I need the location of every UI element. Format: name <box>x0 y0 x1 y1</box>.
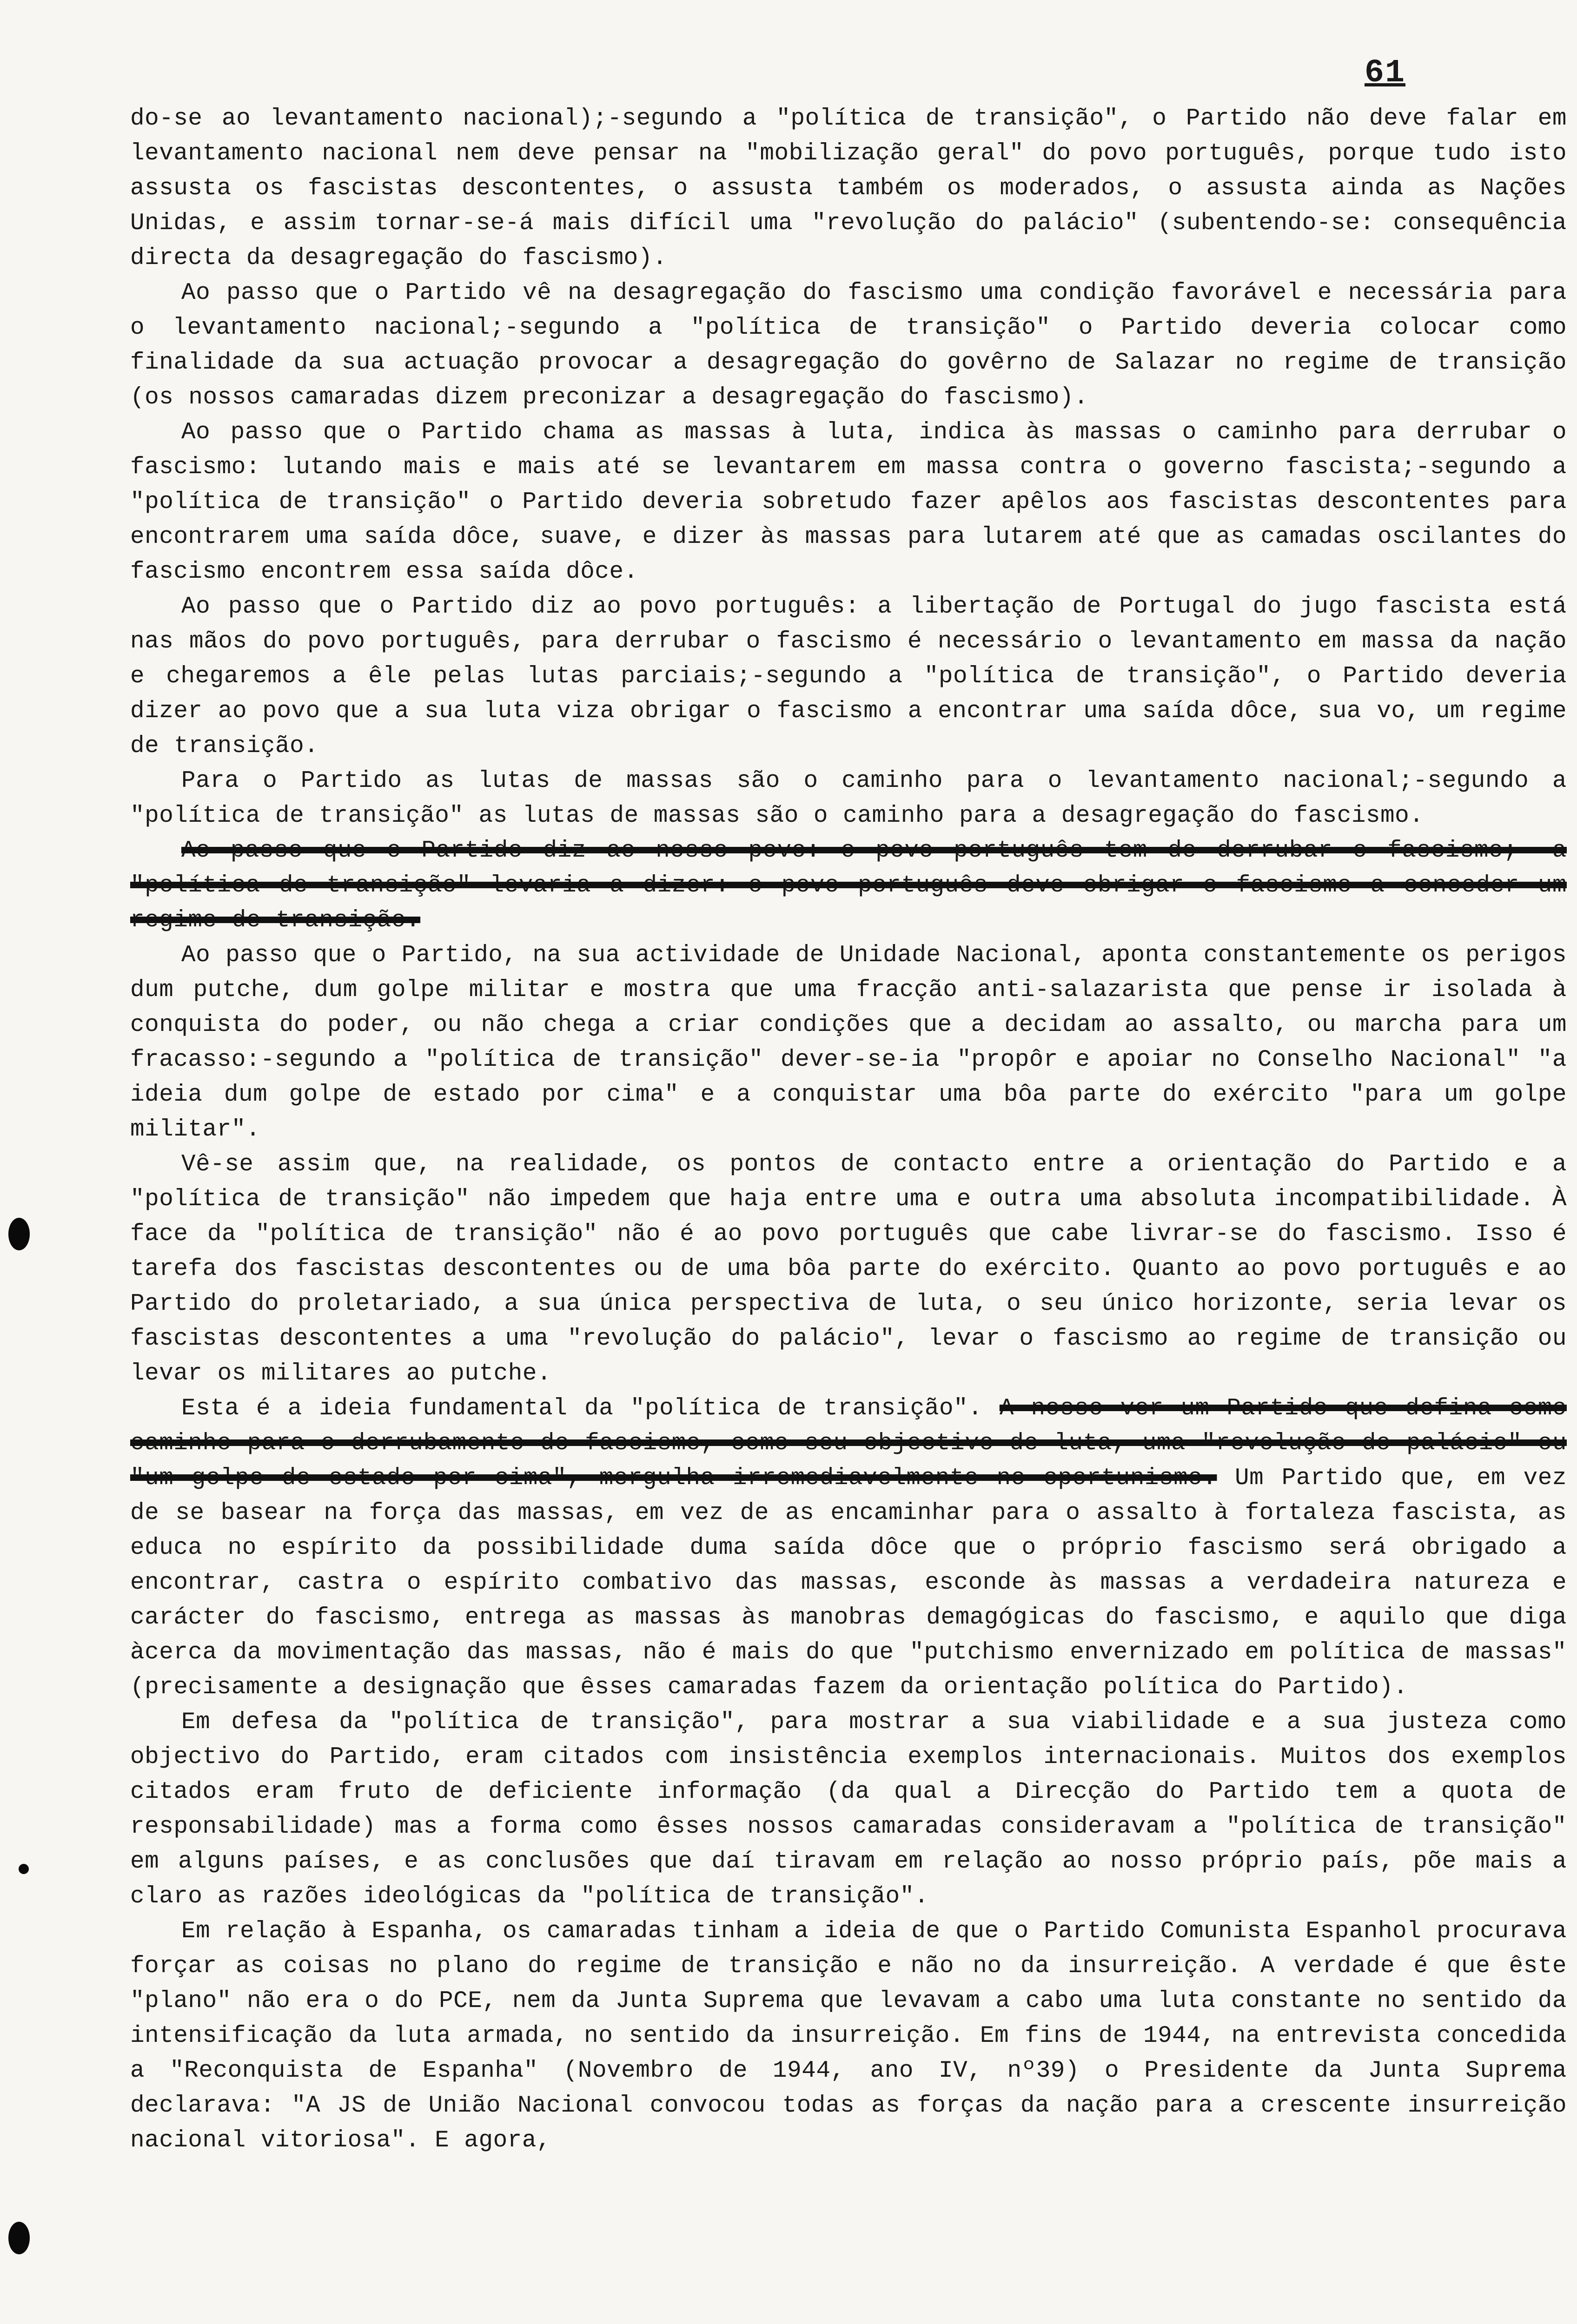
paragraph: Ao passo que o Partido diz ao povo português: a libertação de Portugal do jugo fascista está nas mãos do povo português, para derrubar o fascismo é necessário o levantamento em massa da nação e chegaremos a êle pelas lutas parciais;-segundo a "política de transição", o Partido deveria dizer ao povo que a sua luta viza obrigar o fascismo a encontrar uma saída dôce, sua vo, um regime de transição. <box>130 594 1567 759</box>
paragraph: Ao passo que o Partido chama as massas à luta, indica às massas o caminho para derrubar o fascismo: lutando mais e mais até se levantarem em massa contra o governo fascista;-segundo a "política de transição" o Partido deveria sobretudo fazer apêlos aos fascistas descontentes para encontrarem uma saída dôce, suave, e dizer às massas para lutarem até que as camadas oscilantes do fascismo encontrem essa saída dôce. <box>130 419 1567 585</box>
paragraph: Ao passo que o Partido vê na desagregação do fascismo uma condição favorável e necessária para o levantamento nacional;-segundo a "política de transição" o Partido deveria colocar como finalidade da sua actuação provocar a desagregação do govêrno de Salazar no regime de transição (os nossos camaradas dizem preconizar a desagregação do fascismo). <box>130 280 1567 411</box>
struck-paragraph: Ao passo que o Partido diz ao nosso povo: o povo português tem de derrubar o fascismo;- a "política de transição" levaria a dizer: o povo português deve obrigar o fascismo a conceder um regime de transição. <box>130 838 1567 934</box>
hole-punch-mark <box>19 1864 29 1874</box>
paragraph-text-after: Um Partido que, em vez de se basear na força das massas, em vez de as encaminhar para o assalto à fortaleza fascista, as educa no espírito da possibilidade duma saída dôce que o próprio fascismo será obrigado a encontrar, castra o espírito combativo das massas, esconde às massas a verdadeira natureza e carácter do fascismo, entrega as massas às manobras demagógicas do fascismo, e aquilo que diga àcerca da movimentação das massas, não é mais do que "putchismo envernizado em política de massas" (precisamente a designação que êsses camaradas fazem da orientação política do Partido). <box>130 1465 1567 1701</box>
paragraph: Para o Partido as lutas de massas são o caminho para o levantamento nacional;-segundo a "política de transição" as lutas de massas são o caminho para a desagregação do fascismo. <box>130 768 1567 829</box>
paragraph <box>130 1391 1567 1705</box>
body-text <box>130 101 1567 2158</box>
hole-punch-mark <box>8 1218 30 1250</box>
struck-passage: A nosso ver um Partido que defina como caminho para o derrubamento do fascismo, como seu objectivo de luta, uma "revolução do palácio" ou "um golpe de estado por cima", mergulha irremediavelmente no oportunismo. <box>130 1395 1567 1492</box>
paragraph: Em defesa da "política de transição", para mostrar a sua viabilidade e a sua justeza como objectivo do Partido, eram citados com insistência exemplos internacionais. Muitos dos exemplos citados eram fruto de deficiente informação (da qual a Direcção do Partido tem a quota de responsabilidade) mas a forma como êsses nossos camaradas consideravam a "política de transição" em alguns países, e as conclusões que daí tiravam em relação ao nosso próprio país, põe mais a claro as razões ideológicas da "política de transição". <box>130 1709 1567 1910</box>
paragraph: Ao passo que o Partido, na sua actividade de Unidade Nacional, aponta constantemente os perigos dum putche, dum golpe militar e mostra que uma fracção anti-salazarista que pense ir isolada à conquista do poder, ou não chega a criar condições que a decidam ao assalto, ou marcha para um fracasso:-segundo a "política de transição" dever-se-ia "propôr e apoiar no Conselho Nacional" "a ideia dum golpe de estado por cima" e a conquistar uma bôa parte do exército "para um golpe militar". <box>130 942 1567 1143</box>
paragraph: Em relação à Espanha, os camaradas tinham a ideia de que o Partido Comunista Espanhol procurava forçar as coisas no plano do regime de transição e não no da insurreição. A verdade é que êste "plano" não era o do PCE, nem da Junta Suprema que levavam a cabo uma luta constante no sentido da intensificação da luta armada, no sentido da insurreição. Em fins de 1944, na entrevista concedida a "Reconquista de Espanha" (Novembro de 1944, ano IV, nº39) o Presidente da Junta Suprema declarava: "A JS de União Nacional convocou todas as forças da nação para a crescente insurreição nacional vitoriosa". E agora, <box>130 1918 1567 2154</box>
paragraph: Vê-se assim que, na realidade, os pontos de contacto entre a orientação do Partido e a "política de transição" não impedem que haja entre uma e outra uma absoluta incompatibilidade. À face da "política de transição" não é ao povo português que cabe livrar-se do fascismo. Isso é tarefa dos fascistas descontentes ou de uma bôa parte do exército. Quanto ao povo português e ao Partido do proletariado, a sua única perspectiva de luta, o seu único horizonte, seria levar os fascistas descontentes a uma "revolução do palácio", levar o fascismo ao regime de transição ou levar os militares ao putche. <box>130 1151 1567 1387</box>
hole-punch-mark <box>8 2222 30 2254</box>
page-number: 61 <box>1365 55 1406 92</box>
paragraph: do-se ao levantamento nacional);-segundo a "política de transição", o Partido não deve falar em levantamento nacional nem deve pensar na "mobilização geral" do povo português, porque tudo isto assusta os fascistas descontentes, o assusta também os moderados, o assusta ainda as Nações Unidas, e assim tornar-se-á mais difícil uma "revolução do palácio" (subentendo-se: consequência directa da desagregação do fascismo). <box>130 106 1567 271</box>
paragraph-text-before: Esta é a ideia fundamental da "política de transição". <box>181 1395 1000 1422</box>
